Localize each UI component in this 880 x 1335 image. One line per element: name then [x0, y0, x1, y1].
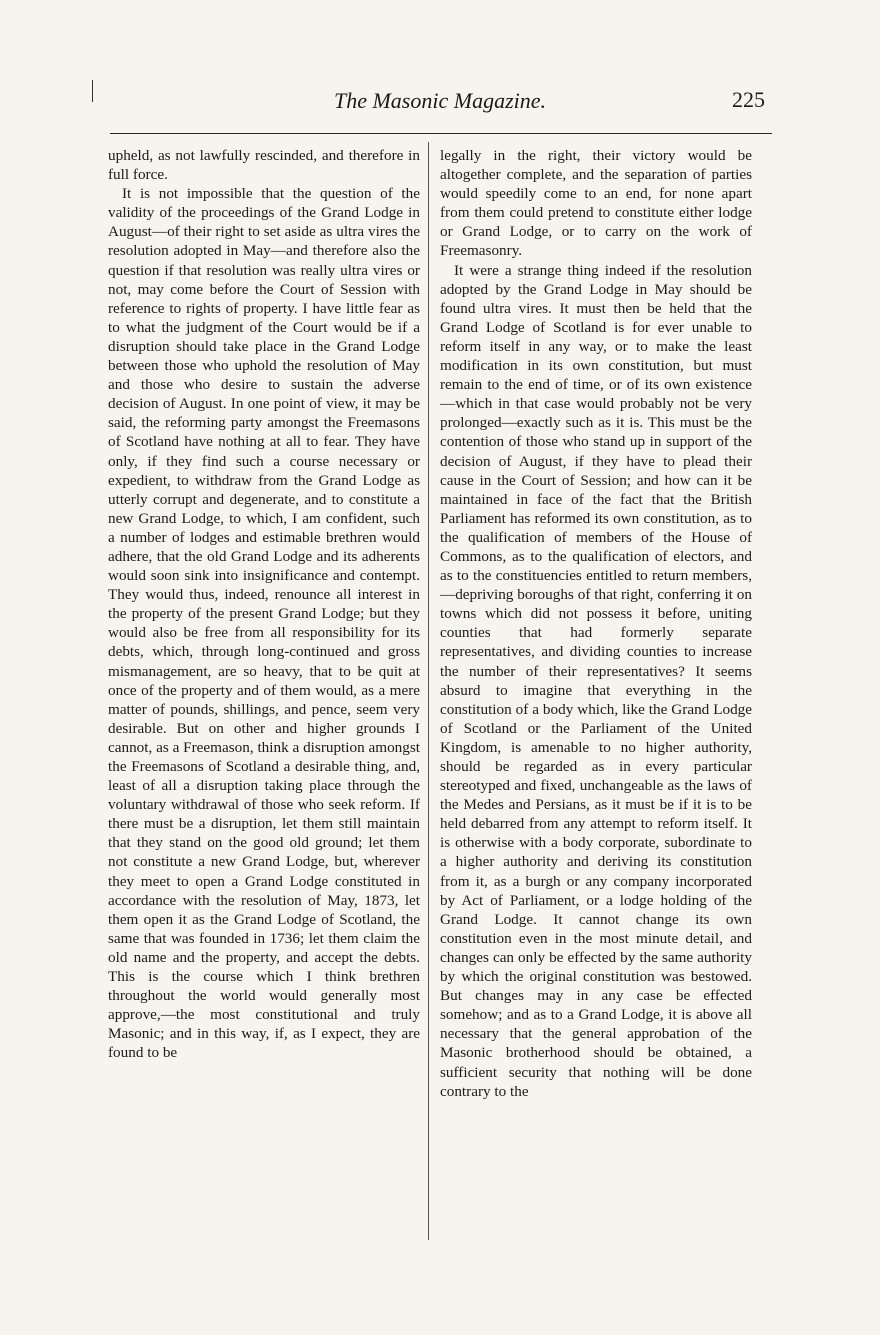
left-column [108, 146, 420, 1063]
page-number: 225 [732, 87, 765, 112]
right-paragraph-1: legally in the right, their victory would be altogether complete, and the separation of parties would speedily come to an end, for none apart from them could pretend to constitute either lodge or Grand Lodge, or to carry on the work of Freemasonry. [440, 147, 752, 260]
left-paragraph-2: It is not impossible that the question of the validity of the proceedings of the Grand Lodge in August—of their right to set aside as ultra vires the resolution adopted in May—and therefore also the question if that resolution was really ultra vires or not, may come before the Court of Session with reference to rights of property. I have little fear as to what the judgment of the Court would be if a disruption should take place in the Grand Lodge between those who uphold the resolution of May and those who desire to sustain the adverse decision of August. In one point of view, it may be said, the reforming party amongst the Freemasons of Scotland have nothing at all to fear. They have only, if they find such a course necessary or expedient, to withdraw from the Grand Lodge as utterly corrupt and degenerate, and to constitute a new Grand Lodge, to which, I am confident, such a number of lodges and estimable brethren would adhere, that the old Grand Lodge and its adherents would soon sink into insignificance and contempt. They would thus, indeed, renounce all interest in the property of the present Grand Lodge; but they would also be free from all responsibility for its debts, which, through long-continued and gross mismanagement, are so heavy, that to be quit at once of the property and of them would, as a mere matter of pounds, shillings, and pence, seem very desirable. But on other and higher grounds I cannot, as a Freemason, think a disruption amongst the Freemasons of Scotland a desirable thing, and, least of all a disruption taking place through the voluntary withdrawal of those who seek reform. If there must be a disruption, let them still maintain that they stand on the good old ground; let them not constitute a new Grand Lodge, but, wherever they meet to open a Grand Lodge constituted in accordance with the resolution of May, 1873, let them open it as the Grand Lodge of Scotland, the same that was founded in 1736; let them claim the old name and the property, and accept the debts. This is the course which I think brethren throughout the world would generally most approve,—the most constitutional and truly Masonic; and in this way, if, as I expect, they are found to be [108, 185, 420, 1062]
right-column [440, 146, 752, 1101]
left-paragraph-1: upheld, as not lawfully rescinded, and therefore in full force. [108, 147, 420, 184]
right-paragraph-2: It were a strange thing indeed if the resolution adopted by the Grand Lodge in May should be found ultra vires. It must then be held that the Grand Lodge of Scotland is for ever unable to reform itself in any way, or to make the least modification in its own constitution, but must remain to the end of time, or of its own existence—which in that case would probably not be very prolonged—exactly such as it is. This must be the contention of those who stand up in support of the decision of August, if they have to plead their cause in the Court of Session; and how can it be maintained in face of the fact that the British Parliament has reformed its own constitution, as to the qualification of members of the House of Commons, as to the qualification of electors, and as to the constituencies entitled to return members,—depriving boroughs of that right, conferring it on towns which did not possess it before, uniting counties that had formerly separate representatives, and dividing counties to increase the number of their representatives? It seems absurd to imagine that everything in the constitution of a body which, like the Grand Lodge of Scotland or the Parliament of the United Kingdom, is amenable to no higher authority, should be regarded as in every particular stereotyped and fixed, unchangeable as the laws of the Medes and Persians, as it must be if it is to be held debarred from any attempt to reform itself. It is otherwise with a body corporate, subordinate to a higher authority and deriving its constitution from it, as a burgh or any company incorporated by Act of Parliament, or a lodge holding of the Grand Lodge. It cannot change its own constitution even in the most minute detail, and changes can only be effected by the same authority by which the original constitution was bestowed. But changes may in any case be effected somehow; and as to a Grand Lodge, it is above all necessary that the general approbation of the Masonic brotherhood should be obtained, a sufficient security that nothing will be done contrary to the [440, 261, 752, 1100]
running-title: The Masonic Magazine. [333, 88, 547, 113]
column-divider [428, 142, 429, 1240]
header-rule [110, 133, 772, 134]
